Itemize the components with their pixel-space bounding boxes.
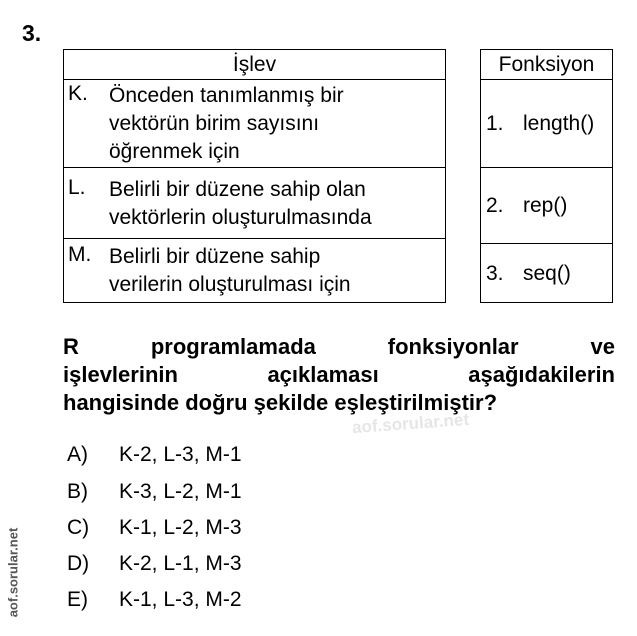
row-letter: M. — [68, 243, 92, 266]
watermark-center: aof.sorular.net — [351, 409, 470, 438]
option-b[interactable] — [67, 480, 242, 504]
function-description-table — [63, 49, 446, 303]
row-label: length() — [523, 112, 595, 135]
row-letter: K. — [68, 82, 88, 105]
table-row-m — [64, 238, 445, 301]
row-number: 1. — [486, 112, 504, 135]
question-number: 3. — [22, 20, 42, 46]
row-text: verilerin oluşturulması için — [109, 273, 351, 296]
function-name-table — [480, 49, 613, 303]
option-text: K-1, L-3, M-2 — [119, 588, 242, 611]
table-row-1 — [481, 79, 612, 167]
option-text: K-2, L-3, M-1 — [119, 443, 242, 466]
option-label: D) — [67, 552, 90, 575]
question-line: hangisinde doğru şekilde eşleştirilmiştir? — [63, 390, 498, 415]
option-c[interactable] — [67, 516, 242, 540]
option-label: B) — [67, 480, 88, 503]
option-e[interactable] — [67, 588, 242, 612]
table-row-3 — [481, 243, 612, 301]
row-number: 2. — [486, 194, 504, 217]
table-row-k — [64, 79, 445, 167]
row-label: seq() — [523, 262, 571, 285]
option-a[interactable] — [67, 443, 242, 467]
row-text: vektörlerin oluşturulmasında — [109, 206, 372, 229]
question-line: R programlamada fonksiyonlar ve — [63, 334, 615, 359]
row-number: 3. — [486, 262, 504, 285]
row-text: öğrenmek için — [109, 140, 240, 163]
row-text: vektörün birim sayısını — [109, 112, 320, 135]
watermark-side: aof.sorular.net — [5, 527, 21, 618]
option-label: E) — [67, 588, 88, 611]
option-text: K-3, L-2, M-1 — [119, 480, 242, 503]
table-header-islev: İşlev — [232, 53, 277, 76]
question-text — [63, 333, 615, 417]
question-line: işlevlerinin açıklaması aşağıdakilerin — [63, 362, 615, 387]
table-row-l — [64, 167, 445, 238]
option-d[interactable] — [67, 552, 242, 576]
option-label: C) — [67, 516, 90, 539]
table-header-fonksiyon: Fonksiyon — [498, 53, 595, 76]
row-text: Belirli bir düzene sahip olan — [109, 178, 366, 201]
option-label: A) — [67, 443, 88, 466]
row-text: Belirli bir düzene sahip — [109, 245, 321, 268]
row-label: rep() — [523, 194, 568, 217]
row-text: Önceden tanımlanmış bir — [109, 84, 344, 107]
table-row-2 — [481, 167, 612, 243]
option-text: K-1, L-2, M-3 — [119, 516, 242, 539]
option-text: K-2, L-1, M-3 — [119, 552, 242, 575]
row-letter: L. — [68, 176, 86, 199]
